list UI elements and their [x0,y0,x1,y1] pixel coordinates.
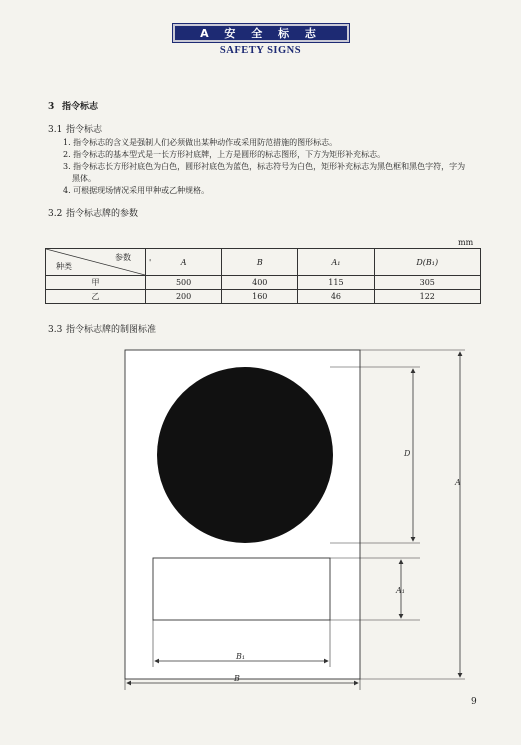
table-cell: 46 [298,290,374,304]
section-title: 指令标志 [62,102,99,112]
section-number: 3 [48,102,55,112]
section-title: 指令标志 [66,125,103,135]
corner-bottom-label: 种类 [56,262,72,271]
list-item: 4. 可根据现场情况采用甲种或乙种规格。 [63,186,210,195]
list-item: 1. 指令标志的含义是强制人们必须做出某种动作或采用防范措施的图形标志。 [63,138,338,147]
column-header: A [146,249,222,276]
section-title: 指令标志牌的制图标准 [66,325,157,335]
table-cell: 160 [222,290,298,304]
sign-drawing [120,345,480,695]
table-cell: 200 [146,290,222,304]
section-3-3-heading [48,322,156,335]
page-number: 9 [471,697,477,707]
dimension-label-B1: B₁ [236,652,246,661]
table-cell: 500 [146,276,222,290]
section-3-1-heading [48,122,102,135]
table-header-row [46,249,481,276]
column-header: A₁ [298,249,374,276]
table-cell: 122 [374,290,480,304]
table-row [46,276,481,290]
table-cell: 115 [298,276,374,290]
instruction-list [63,137,473,197]
dimension-label-D: D [404,449,411,458]
section-3-2-heading [48,206,138,219]
section-number: 3.2 [48,209,63,219]
diagonal-header-cell [46,249,152,276]
section-title: 指令标志牌的参数 [66,209,139,219]
column-header: D(B₁) [374,249,480,276]
section-3-heading [48,99,98,112]
sign-circle [157,367,333,543]
list-item: 2. 指令标志的基本型式是一长方形衬底牌，上方是圆形的标志图形，下方为矩形补充标志。 [63,150,386,159]
corner-top-label: 参数 [115,253,131,262]
chapter-banner: A 安 全 标 志 [173,24,349,42]
corner-mark: ' [149,258,152,267]
column-header: B [222,249,298,276]
row-kind: 乙 [46,290,146,304]
parameter-table [45,248,481,304]
section-number: 3.3 [48,325,63,335]
section-number: 3.1 [48,125,63,135]
dimension-label-B: B [234,674,240,683]
unit-label: mm [458,238,474,247]
table-cell: 305 [374,276,480,290]
row-kind: 甲 [46,276,146,290]
list-item: 3. 指令标志长方形衬底色为白色，圆形衬底色为蓝色，标志符号为白色，矩形补充标志为黑色框和黑色字符，字为黑体。 [63,162,466,183]
table-row [46,290,481,304]
dimension-label-A: A [455,478,461,487]
dimension-label-A1: A₁ [396,586,405,595]
table-cell: 400 [222,276,298,290]
chapter-subtitle: SAFETY SIGNS [219,45,302,56]
